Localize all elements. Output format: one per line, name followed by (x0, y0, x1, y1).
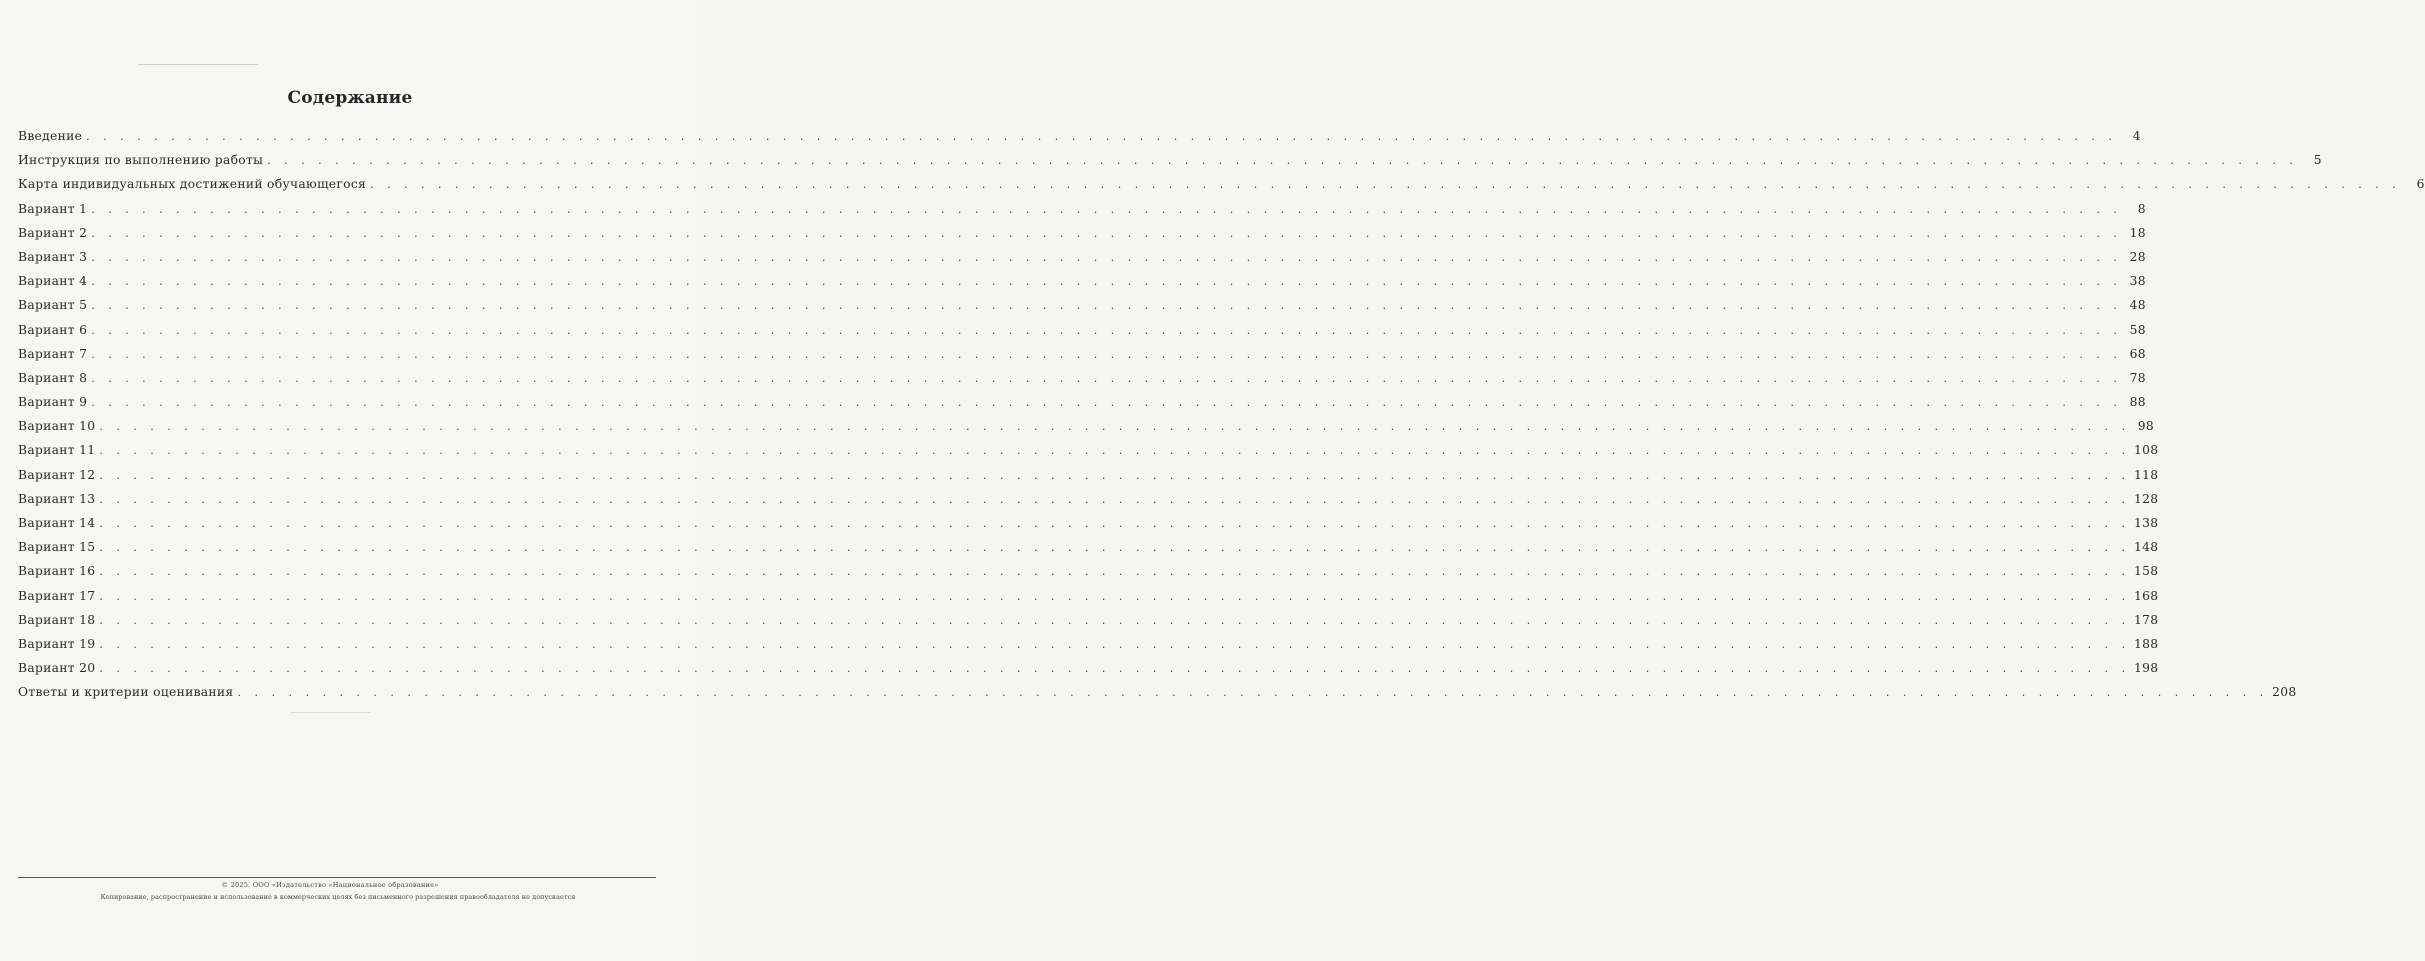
toc-entry-page-number: 128 (2134, 491, 2159, 506)
decorative-rule-top (138, 64, 258, 65)
toc-entry[interactable] (18, 390, 2146, 414)
toc-entry[interactable] (18, 342, 2146, 366)
toc-entry[interactable] (18, 124, 2141, 148)
toc-entry-page-number: 88 (2129, 395, 2146, 410)
toc-entry-label: Ответы и критерии оценивания (18, 685, 234, 700)
toc-entry-page-number: 98 (2137, 419, 2155, 434)
toc-entry-label: Вариант 8 (18, 370, 88, 385)
decorative-rule-end (290, 712, 370, 713)
toc-entry-page-number: 58 (2129, 322, 2146, 337)
toc-entry[interactable] (18, 221, 2146, 245)
toc-entry-page-number: 198 (2134, 661, 2159, 676)
toc-dot-leader: . . . . . . . . . . . . . . . . . . . . . . . . . . . . . . . . . . . . . . . . . . . . . . . . . . . . . . . . . . . . . . . . . . . . . . . . . . . . . . . . . . . . . . . . . . . . . . . . . . . . . . . . . . . . . . . . . . . . . . . . (370, 178, 2401, 192)
toc-entry-page-number: 188 (2134, 636, 2159, 651)
toc-entry-label: Вариант 18 (18, 612, 96, 627)
toc-entry[interactable] (18, 511, 2159, 535)
toc-dot-leader: . . . . . . . . . . . . . . . . . . . . . . . . . . . . . . . . . . . . . . . . . . . . . . . . . . . . . . . . . . . . . . . . . . . . . . . . . . . . . . . . . . . . . . . . . . . . . . . . . . . . . . . . . . . . . . . . . . . . . . . . (91, 275, 2122, 289)
toc-entry-label: Инструкция по выполнению работы (18, 153, 264, 168)
toc-entry-label: Вариант 4 (18, 274, 88, 289)
toc-dot-leader: . . . . . . . . . . . . . . . . . . . . . . . . . . . . . . . . . . . . . . . . . . . . . . . . . . . . . . . . . . . . . . . . . . . . . . . . . . . . . . . . . . . . . . . . . . . . . . . . . . . . . . . . . . . . . . . . . . . . . . . . (91, 299, 2122, 313)
toc-entry-label: Вариант 16 (18, 564, 96, 579)
toc-entry[interactable] (18, 293, 2146, 317)
toc-entry-label: Вариант 17 (18, 588, 96, 603)
toc-entry[interactable] (18, 172, 2425, 196)
toc-dot-leader: . . . . . . . . . . . . . . . . . . . . . . . . . . . . . . . . . . . . . . . . . . . . . . . . . . . . . . . . . . . . . . . . . . . . . . . . . . . . . . . . . . . . . . . . . . . . . . . . . . . . . . . . . . . . . . . . . . . . . . . . (91, 226, 2122, 240)
toc-entry-page-number: 4 (2132, 129, 2141, 143)
toc-entry-label: Вариант 15 (18, 540, 96, 555)
toc-entry-page-number: 168 (2134, 588, 2159, 603)
toc-dot-leader: . . . . . . . . . . . . . . . . . . . . . . . . . . . . . . . . . . . . . . . . . . . . . . . . . . . . . . . . . . . . . . . . . . . . . . . . . . . . . . . . . . . . . . . . . . . . . . . . . . . . . . . . . . . . . . . . . . . . . . . . (99, 589, 2131, 603)
toc-entry[interactable] (18, 269, 2146, 293)
toc-entry[interactable] (18, 656, 2159, 680)
toc-entry-page-number: 38 (2129, 274, 2146, 289)
toc-dot-leader: . . . . . . . . . . . . . . . . . . . . . . . . . . . . . . . . . . . . . . . . . . . . . . . . . . . . . . . . . . . . . . . . . . . . . . . . . . . . . . . . . . . . . . . . . . . . . . . . . . . . . . . . . . . . . . . . . . . . . . . . (99, 492, 2131, 506)
toc-entry-page-number: 148 (2134, 540, 2159, 555)
toc-entry-page-number: 178 (2134, 612, 2159, 627)
footer-divider (18, 877, 656, 878)
toc-entry[interactable] (18, 245, 2146, 269)
toc-entry-label: Вариант 12 (18, 467, 96, 482)
toc-entry-label: Вариант 20 (18, 661, 96, 676)
toc-dot-leader: . . . . . . . . . . . . . . . . . . . . . . . . . . . . . . . . . . . . . . . . . . . . . . . . . . . . . . . . . . . . . . . . . . . . . . . . . . . . . . . . . . . . . . . . . . . . . . . . . . . . . . . . . . . . . . . . . . . . . . . . (99, 637, 2131, 651)
toc-dot-leader: . . . . . . . . . . . . . . . . . . . . . . . . . . . . . . . . . . . . . . . . . . . . . . . . . . . . . . . . . . . . . . . . . . . . . . . . . . . . . . . . . . . . . . . . . . . . . . . . . . . . . . . . . . . . . . . . . . . . . . . . (99, 613, 2131, 627)
footer-copyright: © 2025. ООО «Издательство «Национальное образование» (221, 881, 439, 889)
toc-dot-leader: . . . . . . . . . . . . . . . . . . . . . . . . . . . . . . . . . . . . . . . . . . . . . . . . . . . . . . . . . . . . . . . . . . . . . . . . . . . . . . . . . . . . . . . . . . . . . . . . . . . . . . . . . . . . . . . . . . . . . . . . (99, 468, 2131, 482)
toc-dot-leader: . . . . . . . . . . . . . . . . . . . . . . . . . . . . . . . . . . . . . . . . . . . . . . . . . . . . . . . . . . . . . . . . . . . . . . . . . . . . . . . . . . . . . . . . . . . . . . . . . . . . . . . . . . . . . . . . . . . . . . . . (99, 420, 2131, 434)
toc-dot-leader: . . . . . . . . . . . . . . . . . . . . . . . . . . . . . . . . . . . . . . . . . . . . . . . . . . . . . . . . . . . . . . . . . . . . . . . . . . . . . . . . . . . . . . . . . . . . . . . . . . . . . . . . . . . . . . . . . . . . . . . . (91, 371, 2122, 385)
toc-entry[interactable] (18, 584, 2159, 608)
toc-entry-page-number: 6 (2416, 177, 2425, 192)
toc-dot-leader: . . . . . . . . . . . . . . . . . . . . . . . . . . . . . . . . . . . . . . . . . . . . . . . . . . . . . . . . . . . . . . . . . . . . . . . . . . . . . . . . . . . . . . . . . . . . . . . . . . . . . . . . . . . . . . . . . . . . . . . . (99, 662, 2131, 676)
toc-entry[interactable] (18, 438, 2159, 462)
toc-entry[interactable] (18, 535, 2159, 559)
toc-entry[interactable] (18, 487, 2159, 511)
toc-entry-label: Вариант 13 (18, 491, 96, 506)
toc-dot-leader: . . . . . . . . . . . . . . . . . . . . . . . . . . . . . . . . . . . . . . . . . . . . . . . . . . . . . . . . . . . . . . . . . . . . . . . . . . . . . . . . . . . . . . . . . . . . . . . . . . . . . . . . . . . . . . . . . . . . . . . . (237, 686, 2269, 700)
toc-entry-label: Вариант 5 (18, 298, 88, 313)
toc-dot-leader: . . . . . . . . . . . . . . . . . . . . . . . . . . . . . . . . . . . . . . . . . . . . . . . . . . . . . . . . . . . . . . . . . . . . . . . . . . . . . . . . . . . . . . . . . . . . . . . . . . . . . . . . . . . . . . . . . . . . . . . . (99, 444, 2131, 458)
toc-entry[interactable] (18, 608, 2159, 632)
footer-notice: Копирование, распространение и использование в коммерческих целях без письменного разрешения правообладателя не допускается (100, 893, 576, 901)
toc-entry-label: Вариант 1 (18, 201, 88, 216)
toc-entry-label: Вариант 6 (18, 322, 88, 337)
toc-dot-leader: . . . . . . . . . . . . . . . . . . . . . . . . . . . . . . . . . . . . . . . . . . . . . . . . . . . . . . . . . . . . . . . . . . . . . . . . . . . . . . . . . . . . . . . . . . . . . . . . . . . . . . . . . . . . . . . . . . . . . . . . (91, 396, 2122, 410)
toc-entry-page-number: 118 (2134, 467, 2159, 482)
toc-entry-label: Вариант 11 (18, 443, 96, 458)
toc-entry-page-number: 68 (2129, 346, 2146, 361)
toc-entry-label: Карта индивидуальных достижений обучающегося (18, 177, 367, 192)
toc-entry[interactable] (18, 463, 2159, 487)
toc-entry[interactable] (18, 366, 2146, 390)
toc-dot-leader: . . . . . . . . . . . . . . . . . . . . . . . . . . . . . . . . . . . . . . . . . . . . . . . . . . . . . . . . . . . . . . . . . . . . . . . . . . . . . . . . . . . . . . . . . . . . . . . . . . . . . . . . . . . . . . . . . . . . . . . . (99, 565, 2131, 579)
toc-dot-leader: . . . . . . . . . . . . . . . . . . . . . . . . . . . . . . . . . . . . . . . . . . . . . . . . . . . . . . . . . . . . . . . . . . . . . . . . . . . . . . . . . . . . . . . . . . . . . . . . . . . . . . . . . . . . . . . . . . . . . . . . (99, 541, 2131, 555)
toc-entry-page-number: 18 (2129, 225, 2146, 240)
toc-entry-label: Вариант 7 (18, 346, 88, 361)
toc-dot-leader: . . . . . . . . . . . . . . . . . . . . . . . . . . . . . . . . . . . . . . . . . . . . . . . . . . . . . . . . . . . . . . . . . . . . . . . . . . . . . . . . . . . . . . . . . . . . . . . . . . . . . . . . . . . . . . . . . . . . . . . . (91, 323, 2122, 337)
toc-entry-page-number: 158 (2134, 564, 2159, 579)
toc-entry[interactable] (18, 197, 2146, 221)
toc-dot-leader: . . . . . . . . . . . . . . . . . . . . . . . . . . . . . . . . . . . . . . . . . . . . . . . . . . . . . . . . . . . . . . . . . . . . . . . . . . . . . . . . . . . . . . . . . . . . . . . . . . . . . . . . . . . . . . . . . . . . . . . . (91, 202, 2122, 216)
toc-entry-page-number: 208 (2272, 685, 2297, 700)
toc-dot-leader: . . . . . . . . . . . . . . . . . . . . . . . . . . . . . . . . . . . . . . . . . . . . . . . . . . . . . . . . . . . . . . . . . . . . . . . . . . . . . . . . . . . . . . . . . . . . . . . . . . . . . . . . . . . . . . . . . . . . . . . . (91, 347, 2122, 361)
toc-entry-label: Вариант 9 (18, 395, 88, 410)
toc-entry-label: Вариант 3 (18, 249, 88, 264)
toc-entry[interactable] (18, 318, 2146, 342)
toc-entry-page-number: 8 (2137, 201, 2146, 216)
toc-dot-leader: . . . . . . . . . . . . . . . . . . . . . . . . . . . . . . . . . . . . . . . . . . . . . . . . . . . . . . . . . . . . . . . . . . . . . . . . . . . . . . . . . . . . . . . . . . . . . . . . . . . . . . . . . . . . . . . . . . . . . . . . (99, 517, 2131, 530)
toc-entry-page-number: 108 (2134, 443, 2159, 458)
toc-entry-page-number: 138 (2134, 516, 2159, 530)
toc-entry[interactable] (18, 414, 2155, 438)
toc-entry-label: Вариант 10 (18, 419, 96, 434)
toc-entry-label: Вариант 2 (18, 225, 88, 240)
toc-dot-leader: . . . . . . . . . . . . . . . . . . . . . . . . . . . . . . . . . . . . . . . . . . . . . . . . . . . . . . . . . . . . . . . . . . . . . . . . . . . . . . . . . . . . . . . . . . . . . . . . . . . . . . . . . . . . . . . . . . . . . . . . (267, 154, 2298, 168)
toc-entry-page-number: 78 (2129, 370, 2146, 385)
toc-entry[interactable] (18, 148, 2322, 172)
toc-dot-leader: . . . . . . . . . . . . . . . . . . . . . . . . . . . . . . . . . . . . . . . . . . . . . . . . . . . . . . . . . . . . . . . . . . . . . . . . . . . . . . . . . . . . . . . . . . . . . . . . . . . . . . . . . . . . . . . . . . . . . . . . (91, 250, 2122, 264)
toc-entry-label: Введение (18, 129, 83, 143)
toc-entry[interactable] (18, 559, 2159, 583)
toc-entry-label: Вариант 19 (18, 636, 96, 651)
toc-entry-page-number: 48 (2129, 298, 2146, 313)
toc-entry-page-number: 5 (2313, 153, 2322, 168)
table-of-contents (18, 124, 2425, 705)
toc-entry[interactable] (18, 632, 2159, 656)
toc-entry-label: Вариант 14 (18, 516, 96, 530)
toc-entry-page-number: 28 (2129, 249, 2146, 264)
toc-entry[interactable] (18, 680, 2297, 704)
page-title: Содержание (287, 88, 413, 108)
toc-dot-leader: . . . . . . . . . . . . . . . . . . . . . . . . . . . . . . . . . . . . . . . . . . . . . . . . . . . . . . . . . . . . . . . . . . . . . . . . . . . . . . . . . . . . . . . . . . . . . . . . . . . . . . . . . . . . . . . . . . . . . . . . (86, 130, 2117, 143)
